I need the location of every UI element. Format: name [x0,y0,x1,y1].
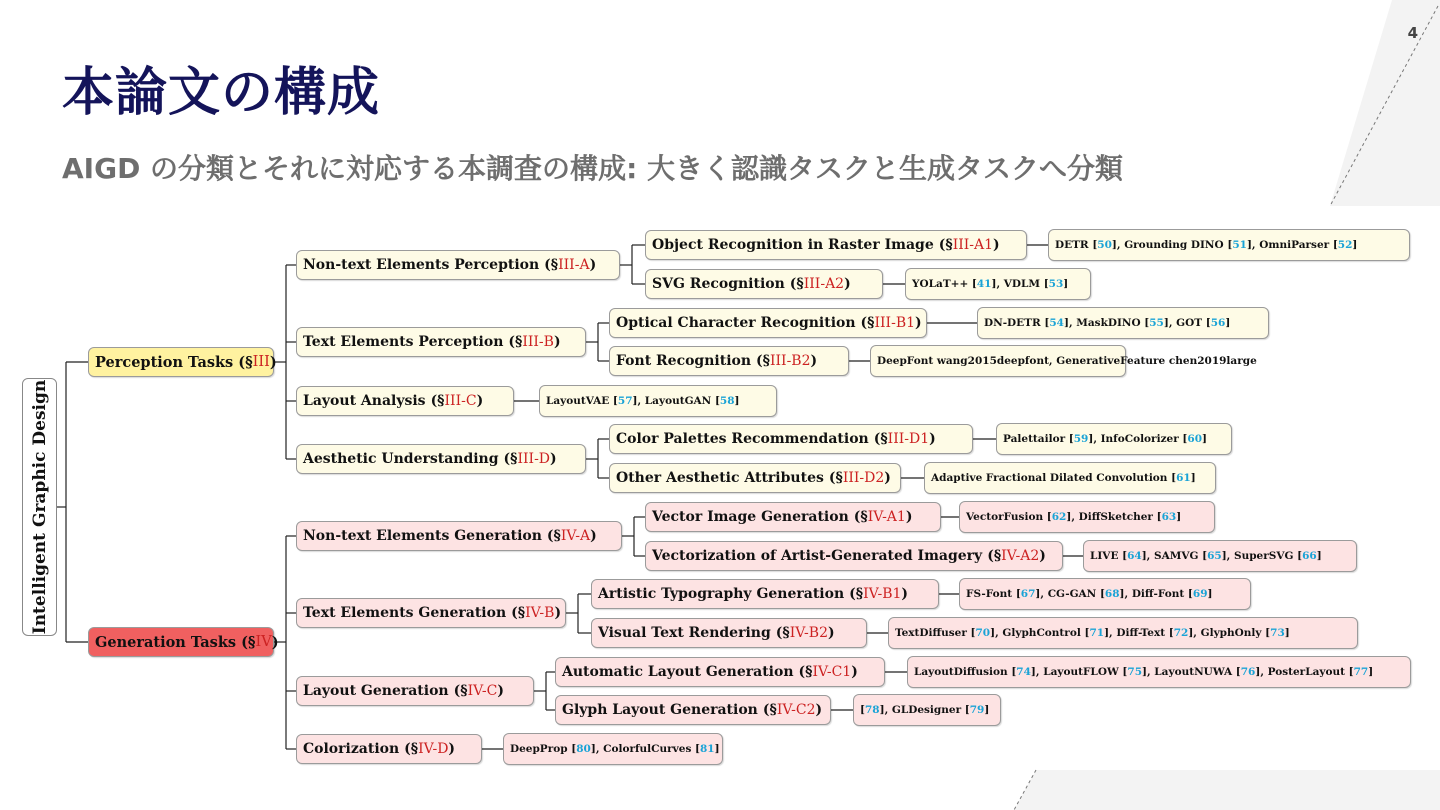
bracket: ] [1066,511,1072,523]
node-label: Optical Character Recognition [616,315,856,331]
bracket: [ [1046,511,1052,523]
reference-separator: , [1116,239,1125,251]
section-open: (§ [938,237,953,253]
reference-separator: , [1193,627,1201,639]
subcategory-node [296,734,482,764]
section-close: ) [269,353,277,371]
section-open: (§ [853,509,868,525]
reference-separator: , [1035,666,1044,678]
bracket: ] [1255,666,1261,678]
bracket: [ [1332,239,1338,251]
bracket: ] [1119,588,1125,600]
bracket: [ [1044,317,1050,329]
reference-number: 64 [1127,550,1142,562]
subcategory-node [296,521,622,551]
bracket: ] [1035,588,1041,600]
section-close: ) [554,605,562,621]
section-close: ) [844,276,851,292]
root-label: Intelligent Graphic Design [29,379,50,635]
section-number: III-A [558,257,590,273]
bracket: ] [632,395,638,407]
reference-separator: , [637,395,645,407]
bracket: [ [1235,666,1241,678]
reference-box [1083,540,1357,572]
section-number: IV-B1 [863,586,902,602]
reference-number: 74 [1016,666,1031,678]
reference-box [888,617,1358,649]
reference-number: 73 [1270,627,1285,639]
reference-number: 52 [1337,239,1353,251]
reference-name: LayoutNUWA [1154,666,1236,678]
bracket: ] [1225,317,1231,329]
reference-separator: , [995,627,1003,639]
reference-number: 50 [1097,239,1112,251]
section-open: (§ [762,702,777,718]
node-label: Generation Tasks [95,633,237,651]
bracket: ] [1063,317,1069,329]
reference-name: DeepProp [510,743,572,755]
subcategory-node [296,444,586,474]
reference-separator: , [1124,588,1132,600]
reference-number: 60 [1187,433,1203,445]
section-close: ) [550,451,557,467]
reference-name: YOLaT++ [912,278,972,290]
node-label: Layout Analysis [303,393,426,409]
reference-name: Diff-Font [1131,588,1188,600]
reference-box [907,656,1411,688]
section-close: ) [827,625,835,641]
section-open: (§ [238,353,253,371]
reference-name: DiffSketcher [1078,511,1157,523]
bracket: [ [1156,511,1162,523]
slide-title: 本論文の構成 [62,63,381,123]
section-close: ) [589,257,597,273]
section-number: III-D1 [887,431,930,447]
section-close: ) [929,431,936,447]
section-open: (§ [798,664,813,680]
bracket: ] [1142,666,1147,678]
category-node [88,627,279,657]
node-label: Other Aesthetic Attributes [616,470,824,486]
node-label: Font Recognition [616,353,752,369]
reference-number: 70 [975,627,991,639]
node-label: Color Palettes Recommendation [616,431,869,447]
section-number: III-B [522,334,554,350]
reference-name: ColorfulCurves [603,743,696,755]
section-close: ) [884,470,891,486]
reference-number: 80 [576,743,591,755]
bracket: ] [1088,433,1094,445]
bracket: [ [1068,433,1074,445]
leaf-node [555,695,831,725]
section-number: III-A1 [952,237,994,253]
node-label: Visual Text Rendering [598,625,771,641]
bracket: [ [1011,666,1017,678]
section-open: (§ [404,741,419,757]
section-number: IV-A2 [1001,548,1040,564]
reference-number: 76 [1240,666,1256,678]
reference-number: 62 [1051,511,1067,523]
leaf-node [645,541,1063,571]
reference-number: 63 [1161,511,1177,523]
section-open: (§ [775,625,790,641]
reference-number: 67 [1020,588,1036,600]
reference-box [924,462,1216,494]
section-open: (§ [873,431,888,447]
reference-name: SAMVG [1153,550,1203,562]
bracket: [ [1265,627,1271,639]
reference-name: DN-DETR [984,317,1045,329]
reference-name: InfoColorizer [1100,433,1183,445]
reference-separator: , [1093,433,1101,445]
section-open: (§ [849,586,864,602]
reference-box [959,578,1251,610]
page-number: 4 [1407,24,1418,42]
reference-name: LayoutGAN [644,395,715,407]
root-node [22,378,57,636]
reference-box [996,423,1232,455]
section-open: (§ [503,451,518,467]
bracket: ] [734,395,740,407]
subcategory-node [296,327,586,357]
reference-number: 68 [1104,588,1120,600]
node-label: Aesthetic Understanding [303,451,499,467]
section-open: (§ [508,334,523,350]
bracket: ] [1141,550,1147,562]
section-number: IV-D [418,741,449,757]
node-label: SVG Recognition [652,276,785,292]
reference-number: 59 [1073,433,1089,445]
reference-name: LayoutDiffusion [914,666,1012,678]
reference-number: 81 [700,743,715,755]
node-label: Text Elements Generation [303,605,507,621]
reference-separator: , [1251,239,1260,251]
leaf-node [609,463,901,493]
reference-separator: , [1071,511,1079,523]
bracket: [ [571,743,577,755]
bracket: [ [964,704,970,716]
reference-number: 78 [864,704,880,716]
section-close: ) [815,702,823,718]
reference-name: GlyphOnly [1200,627,1266,639]
reference-number: 75 [1127,666,1143,678]
bracket: [ [1202,550,1208,562]
bracket: [ [1348,666,1354,678]
reference-name: Palettailor [1003,433,1069,445]
bracket: ] [590,743,596,755]
reference-name: VectorFusion [966,511,1047,523]
reference-separator: , [1109,627,1117,639]
reference-name: Diff-Text [1116,627,1169,639]
reference-name: LIVE [1090,550,1123,562]
reference-box [977,307,1269,339]
section-number: IV-C1 [812,664,852,680]
leaf-node [591,579,939,609]
reference-name: GlyphControl [1002,627,1085,639]
bracket: [ [1099,588,1105,600]
bracket: [ [860,704,865,716]
bracket: ] [1316,550,1322,562]
reference-name: GLDesigner [891,704,965,716]
bracket: ] [1111,239,1117,251]
reference-number: 65 [1207,550,1222,562]
reference-separator: , [1226,550,1234,562]
reference-number: 69 [1192,588,1208,600]
section-open: (§ [756,353,770,369]
bracket: [ [970,627,976,639]
bracket: ] [1352,239,1358,251]
section-close: ) [915,315,922,331]
reference-number: 66 [1302,550,1317,562]
section-number: III-B1 [874,315,916,331]
bracket: [ [714,395,720,407]
reference-name: SuperSVG [1233,550,1298,562]
section-open: (§ [789,276,804,292]
subcategory-node [296,598,566,628]
section-open: (§ [430,393,445,409]
leaf-node [591,618,867,648]
reference-separator: , [1040,588,1048,600]
reference-number: 72 [1173,627,1189,639]
reference-name: LayoutFLOW [1043,666,1123,678]
reference-separator: , [1168,317,1177,329]
reference-separator: , [1146,550,1154,562]
section-number: IV-A [560,528,591,544]
node-label: Object Recognition in Raster Image [652,237,934,253]
reference-name: FS-Font [966,588,1016,600]
reference-name: VDLM [1003,278,1044,290]
bracket: ] [1207,588,1213,600]
node-label: Text Elements Perception [303,334,504,350]
bracket: [ [1092,239,1098,251]
bracket: [ [1043,278,1049,290]
bracket: [ [612,395,618,407]
section-number: III-D [517,451,551,467]
section-open: (§ [544,257,559,273]
reference-name: LayoutVAE [546,395,613,407]
bracket: ] [984,704,990,716]
bracket: [ [1084,627,1090,639]
section-number: IV-A1 [867,509,906,525]
bracket: ] [990,627,996,639]
section-close: ) [810,353,818,369]
bracket: ] [714,743,720,755]
node-label: Non-text Elements Generation [303,528,542,544]
section-close: ) [905,509,913,525]
bracket: [ [1168,627,1174,639]
node-label: Layout Generation [303,683,449,699]
section-number: III [252,354,270,370]
section-open: (§ [987,548,1002,564]
reference-number: 61 [1176,472,1191,484]
section-number: III-B2 [769,353,811,369]
reference-separator: , [1260,666,1268,678]
leaf-node [609,424,973,454]
node-label: Vector Image Generation [652,509,849,525]
section-open: (§ [546,528,561,544]
section-close: ) [1039,548,1046,564]
section-number: III-C [444,393,477,409]
leaf-node [645,230,1027,260]
leaf-node [645,269,883,299]
section-number: IV-B [525,605,555,621]
bracket: ] [1188,627,1194,639]
section-close: ) [851,664,858,680]
section-open: (§ [453,683,468,699]
reference-number: 51 [1232,239,1247,251]
bracket: ] [1221,550,1227,562]
leaf-node [609,346,849,376]
bracket: [ [1015,588,1021,600]
reference-name: OmniParser [1259,239,1333,251]
section-number: III-D2 [842,470,885,486]
reference-text: DeepFont wang2015deepfont, GenerativeFeature chen2019large [877,355,1257,367]
node-label: Colorization [303,741,400,757]
reference-name: Grounding DINO [1124,239,1228,251]
bracket: ] [1176,511,1182,523]
reference-box [503,733,723,765]
bracket: ] [1246,239,1252,251]
bracket: ] [879,704,885,716]
leaf-node [555,657,885,687]
reference-number: 79 [969,704,985,716]
reference-number: 71 [1089,627,1105,639]
node-label: Automatic Layout Generation [562,664,794,680]
section-close: ) [448,741,456,757]
reference-number: 57 [617,395,633,407]
reference-number: 41 [976,278,992,290]
reference-name: PosterLayout [1267,666,1349,678]
section-open: (§ [860,315,875,331]
node-label: Vectorization of Artist-Generated Imagery [652,548,983,564]
section-close: ) [553,334,561,350]
category-node [88,347,277,377]
reference-number: 55 [1149,317,1164,329]
bracket: ] [1368,666,1374,678]
reference-name: CG-GAN [1047,588,1100,600]
bracket: ] [991,278,997,290]
subcategory-node [296,386,514,416]
reference-number: 77 [1353,666,1369,678]
section-close: ) [993,237,1000,253]
section-open: (§ [511,605,526,621]
bracket: [ [971,278,977,290]
bracket: [ [1187,588,1193,600]
bracket: ] [1190,472,1196,484]
bracket: [ [1297,550,1303,562]
reference-name: DETR [1055,239,1093,251]
section-open: (§ [241,633,256,651]
bracket: ] [1163,317,1169,329]
leaf-node [609,308,927,338]
reference-separator: , [884,704,892,716]
reference-box [870,345,1257,377]
bracket: [ [1227,239,1233,251]
subcategory-node [296,676,534,706]
reference-number: 54 [1049,317,1064,329]
section-number: IV-C2 [776,702,816,718]
reference-separator: , [996,278,1004,290]
bracket: [ [1171,472,1177,484]
bracket: ] [1284,627,1290,639]
section-close: ) [590,528,597,544]
bracket: [ [1205,317,1211,329]
reference-separator: , [1146,666,1155,678]
node-label: Artistic Typography Generation [598,586,845,602]
section-number: III-A2 [803,276,845,292]
bracket: ] [1030,666,1036,678]
bracket: [ [1122,550,1128,562]
reference-name: GOT [1176,317,1206,329]
bracket: ] [1104,627,1110,639]
section-close: ) [476,393,484,409]
section-open: (§ [828,470,843,486]
reference-separator: , [1068,317,1077,329]
section-close: ) [901,586,909,602]
bracket: [ [695,743,700,755]
node-label: Glyph Layout Generation [562,702,758,718]
section-number: IV [255,634,272,650]
reference-number: 56 [1210,317,1226,329]
reference-box [959,501,1215,533]
reference-box [853,694,1001,726]
bracket: [ [1122,666,1128,678]
section-number: IV-B2 [789,625,828,641]
node-label: Perception Tasks [95,353,234,371]
bracket: [ [1144,317,1150,329]
reference-number: 58 [719,395,735,407]
reference-box [539,385,777,417]
section-close: ) [497,683,504,699]
bracket: ] [1202,433,1207,445]
section-number: IV-C [467,683,498,699]
bracket: [ [1182,433,1188,445]
slide-subtitle: AIGD の分類とそれに対応する本調査の構成: 大きく認識タスクと生成タスクへ分類 [62,152,1124,185]
section-close: ) [271,633,279,651]
reference-name: TextDiffuser [895,627,971,639]
reference-box [905,268,1091,300]
reference-number: 53 [1048,278,1064,290]
reference-separator: , [595,743,604,755]
reference-name: MaskDINO [1076,317,1145,329]
bracket: ] [1063,278,1069,290]
subcategory-node [296,250,620,280]
reference-name: Adaptive Fractional Dilated Convolution [931,472,1172,484]
leaf-node [645,502,941,532]
node-label: Non-text Elements Perception [303,257,540,273]
reference-box [1048,229,1410,261]
